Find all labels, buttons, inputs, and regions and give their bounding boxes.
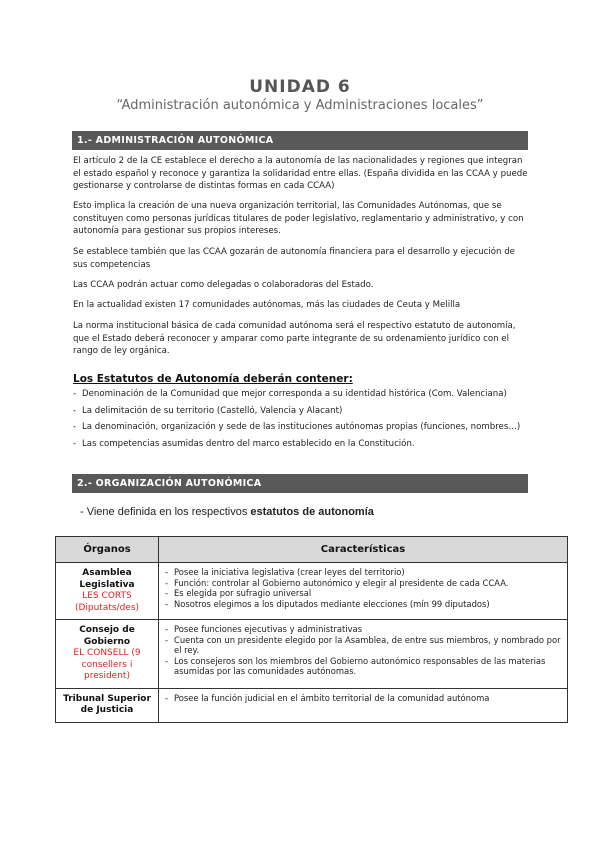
feature-item: - Cuenta con un presidente elegido por la Asamblea, de entre sus miembros, y nombrado por el rey. bbox=[165, 635, 561, 656]
feature-item: - Los consejeros son los miembros del Gobierno autonómico responsables de las materias asumidas por las comunidades autónomas. bbox=[165, 656, 561, 677]
unit-subtitle: “Administración autonómica y Administraciones locales” bbox=[116, 98, 484, 113]
organ-local-name: LES CORTS (Diputats/des) bbox=[74, 591, 140, 613]
features-cell bbox=[159, 563, 568, 620]
list-item: - La delimitación de su territorio (Castelló, Valencia y Alacant) bbox=[73, 405, 528, 418]
organization-intro bbox=[80, 506, 374, 518]
list-item: - Las competencias asumidas dentro del marco establecido en la Constitución. bbox=[73, 438, 528, 451]
unit-title: UNIDAD 6 bbox=[249, 77, 351, 97]
features-cell bbox=[159, 688, 568, 722]
table-row bbox=[56, 620, 568, 689]
paragraph-5: En la actualidad existen 17 comunidades autónomas, más las ciudades de Ceuta y Melilla bbox=[73, 300, 461, 310]
organ-name: Consejo de Gobierno bbox=[79, 625, 135, 647]
feature-item: - Posee la función judicial en el ámbito territorial de la comunidad autónoma bbox=[165, 693, 561, 704]
organ-cell bbox=[56, 688, 159, 722]
table-row bbox=[56, 688, 568, 722]
organs-table bbox=[55, 536, 568, 723]
feature-item: - Posee funciones ejecutivas y administrativas bbox=[165, 624, 561, 635]
feature-item: - Posee la iniciativa legislativa (crear leyes del territorio) bbox=[165, 567, 561, 578]
intro-bold: estatutos de autonomía bbox=[250, 506, 374, 518]
feature-item: - Nosotros elegimos a los diputados mediante elecciones (mín 99 diputados) bbox=[165, 599, 561, 610]
organ-cell bbox=[56, 620, 159, 689]
paragraph-3: Se establece también que las CCAA gozarán de autonomía financiera para el desarrollo y ejecución de sus competencias bbox=[73, 247, 515, 270]
organ-local-name: EL CONSELL (9 consellers i president) bbox=[73, 648, 141, 681]
features-cell bbox=[159, 620, 568, 689]
paragraph-4: Las CCAA podrán actuar como delegadas o colaboradoras del Estado. bbox=[73, 280, 374, 290]
paragraph-6: La norma institucional básica de cada comunidad autónoma será el respectivo estatuto de autonomía, que el Estado deberá reconocer y amparar como parte integrante de su ordenamiento jurídico con el rango de ley orgánica. bbox=[73, 321, 516, 356]
paragraph-2: Esto implica la creación de una nueva organización territorial, las Comunidades Autónomas, que se constituyen como personas jurídicas titulares de poder legislativo, reglamentario y administrativo, y con autonomía para gestionar sus propios intereses. bbox=[73, 201, 524, 236]
table-row bbox=[56, 563, 568, 620]
statutes-list bbox=[73, 388, 528, 454]
column-header-organs: Órganos bbox=[56, 537, 159, 563]
organ-name: Tribunal Superior de Justicia bbox=[63, 693, 151, 715]
organ-cell bbox=[56, 563, 159, 620]
organ-name: Asamblea Legislativa bbox=[79, 568, 135, 590]
section-1-heading: 1.- ADMINISTRACIÓN AUTONÓMICA bbox=[72, 131, 528, 150]
list-item: - Denominación de la Comunidad que mejor corresponda a su identidad histórica (Com. Valenciana) bbox=[73, 388, 528, 401]
table-header-row bbox=[56, 537, 568, 563]
intro-text: - Viene definida en los respectivos bbox=[80, 506, 251, 518]
list-item: - La denominación, organización y sede de las instituciones autónomas propias (funciones, nombres…) bbox=[73, 421, 528, 434]
feature-item: - Función: controlar al Gobierno autonómico y elegir al presidente de cada CCAA. bbox=[165, 578, 561, 589]
statutes-heading: Los Estatutos de Autonomía deberán contener: bbox=[73, 373, 353, 385]
column-header-features: Características bbox=[159, 537, 568, 563]
section-2-heading: 2.- ORGANIZACIÓN AUTONÓMICA bbox=[72, 474, 528, 493]
feature-item: - Es elegida por sufragio universal bbox=[165, 588, 561, 599]
paragraph-1: El artículo 2 de la CE establece el derecho a la autonomía de las nacionalidades y regiones que integran el estado español y reconoce y garantiza la solidaridad entre ellas. (España dividida en las CCAA y puede gestionarse y controlarse de distintas formas en cada CCAA) bbox=[73, 156, 528, 191]
